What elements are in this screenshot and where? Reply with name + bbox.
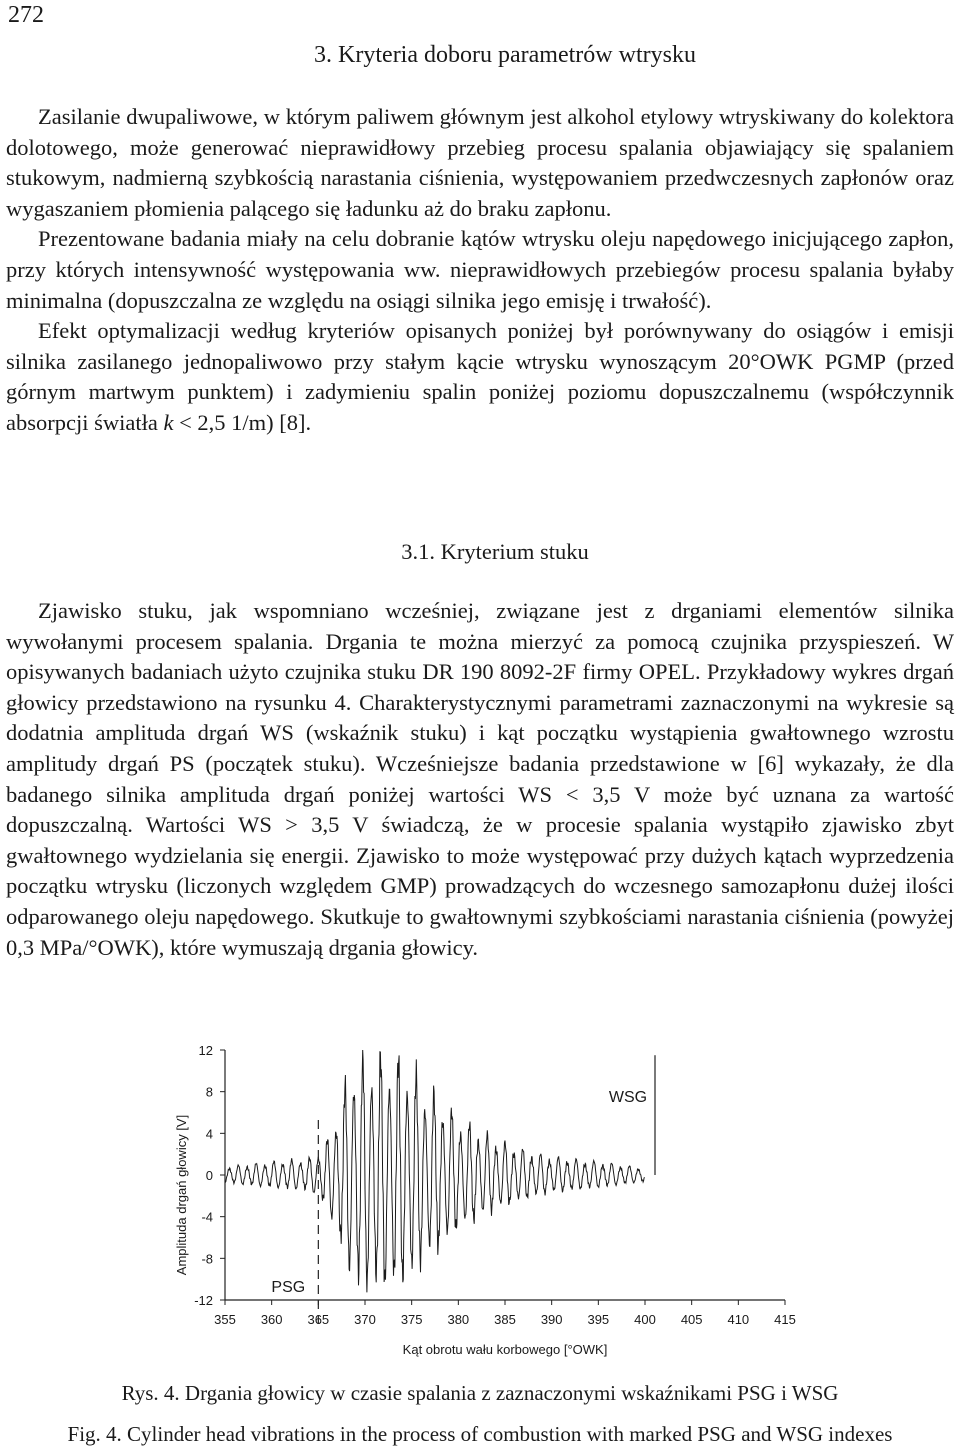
x-axis-label: Kąt obrotu wału korbowego [°OWK] [402, 1342, 608, 1357]
x-tick-label: 365 [307, 1312, 330, 1327]
y-axis-label: Amplituda drgań głowicy [V] [174, 1114, 189, 1276]
subsection-title: 3.1. Kryterium stuku [401, 539, 589, 564]
caption-english: Fig. 4. Cylinder head vibrations in the process of combustion with marked PSG and WSG indexes [67, 1422, 893, 1446]
x-tick-label: 400 [634, 1312, 656, 1327]
psg-label: PSG [271, 1279, 306, 1296]
x-tick-label: 415 [774, 1312, 796, 1327]
y-tick-label: -8 [201, 1251, 213, 1267]
x-tick-label: 390 [540, 1312, 563, 1327]
y-tick-label: 4 [205, 1126, 213, 1142]
caption-polish: Rys. 4. Drgania głowicy w czasie spalania z zaznaczonymi wskaźnikami PSG i WSG [121, 1381, 839, 1405]
x-tick-label: 405 [680, 1312, 703, 1327]
paragraph [6, 316, 954, 438]
y-tick-label: -4 [201, 1209, 213, 1225]
x-tick-label: 375 [400, 1312, 423, 1327]
y-tick-label: 8 [205, 1084, 213, 1100]
x-tick-label: 410 [727, 1312, 750, 1327]
section-title: 3. Kryteria doboru parametrów wtrysku [314, 42, 696, 68]
y-tick-label: 0 [205, 1168, 213, 1183]
x-tick-label: 385 [494, 1312, 516, 1327]
paragraph: Zasilanie dwupaliwowe, w którym paliwem głównym jest alkohol etylowy wtryskiwany do kolektora dolotowego, może generować nieprawidłowy przebieg procesu spalania objawiający się spalaniem stukowym, nadmierną szybkością narastania ciśnienia, występowaniem przedwczesnych zapłonów oraz wygaszaniem płomienia palącego się ładunku aż do braku zapłonu. [6, 104, 954, 221]
paragraph-text: < 2,5 1/m) [8]. [173, 409, 312, 435]
figure-chart [0, 1030, 960, 1370]
signal-line [225, 1050, 648, 1292]
symbol-k: k [163, 409, 174, 435]
x-tick-label: 355 [214, 1312, 236, 1327]
vibration-chart [0, 1030, 960, 1370]
section-body [6, 102, 954, 439]
x-tick-label: 370 [354, 1312, 376, 1327]
page-number: 272 [8, 2, 44, 28]
x-tick-label: 380 [447, 1312, 470, 1327]
wsg-label: WSG [608, 1089, 648, 1107]
paragraph: Zjawisko stuku, jak wspomniano wcześniej, związane jest z drganiami elementów silnika wywołanymi procesem spalania. Drgania te można mierzyć za pomocą czujnika przyspieszeń. W opisywanych badaniach użyto czujnika stuku DR 190 8092-2F firmy OPEL. Przykładowy wykres drgań głowicy przedstawiono na rysunku 4. Charakterystycznymi parametrami zaznaczonymi na wykresie są dodatnia amplituda drgań WS (wskaźnik stuku) i kąt początku wystąpienia gwałtownego wzrostu amplitudy drgań PS (początek stuku). Wcześniejsze badania przedstawione w [6] wykazały, że dla badanego silnika amplituda drgań poniżej wartości WS < 3,5 V może być uznana za wartość dopuszczalną. Wartości WS > 3,5 V świadczą, że w procesie spalania wystąpiło zjawisko zbyt gwałtownego wydzielania się energii. Zjawisko to może występować przy dużych kątach wyprzedzenia początku wtrysku (liczonych względem GMP) prowadzących do wczesnego samozapłonu dużej ilości odparowanego oleju napędowego. Skutkuje to gwałtownymi szybkościami narastania ciśnienia (powyżej 0,3 MPa/°OWK), które wymuszają drgania głowicy. [6, 598, 954, 960]
subsection-body [6, 596, 954, 963]
y-tick-label: -12 [194, 1293, 213, 1308]
x-tick-label: 395 [587, 1312, 610, 1327]
x-tick-label: 360 [260, 1312, 283, 1327]
paragraph: Prezentowane badania miały na celu dobranie kątów wtrysku oleju napędowego inicjującego zapłon, przy których intensywność występowania ww. nieprawidłowych przebiegów procesu spalania byłaby minimalna (dopuszczalna ze względu na osiągi silnika jego emisję i trwałość). [6, 226, 954, 313]
paragraph-text: Efekt optymalizacji według kryteriów opisanych poniżej był porównywany do osiągów i emisji silnika zasilanego jednopaliwowo przy stałym kącie wtrysku wynoszącym 20°OWK PGMP (przed górnym martwym punktem) i zadymieniu spalin poniżej poziomu dopuszczalnemu (współczynnik absorpcji światła [6, 318, 954, 435]
y-tick-label: 12 [198, 1043, 213, 1058]
